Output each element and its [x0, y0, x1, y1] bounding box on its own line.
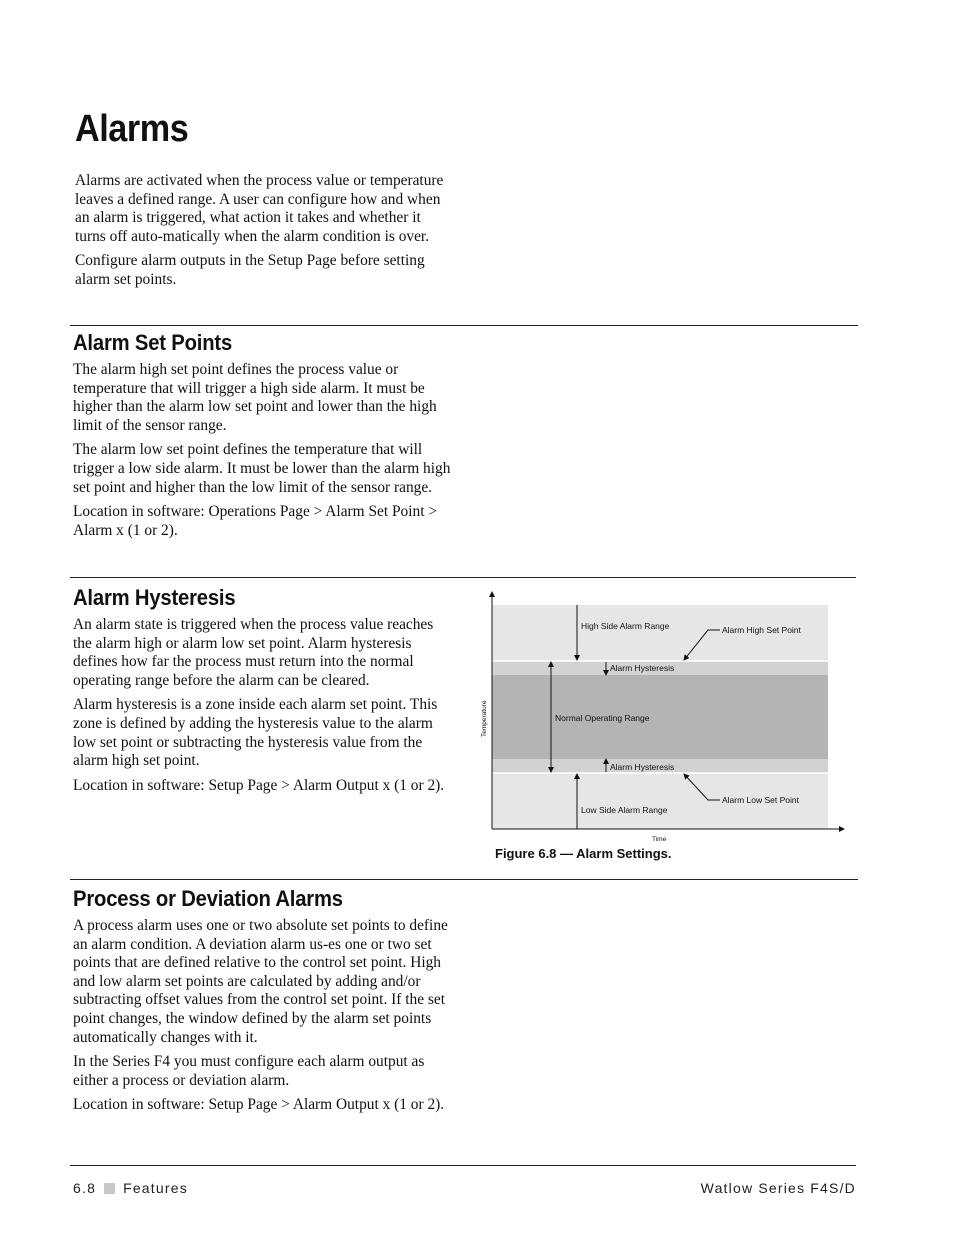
paragraph: Location in software: Operations Page > Alarm Set Point > Alarm x (1 or 2). — [73, 503, 438, 539]
intro-paragraph-1: Alarms are activated when the process value or temperature leaves a defined range. A user can configure how and when an alarm is triggered, what action it takes and whether it turns off auto-matically when the alarm condition is over. — [75, 172, 444, 245]
low-set-point-callout: Alarm Low Set Point — [722, 795, 800, 805]
footer-square-icon — [104, 1183, 115, 1194]
footer-section-name: Features — [123, 1180, 188, 1196]
section-body-alarm-hysteresis — [73, 616, 451, 801]
footer-left — [73, 1180, 188, 1196]
normal-operating-zone — [492, 675, 828, 759]
section-body-alarm-set-points — [73, 361, 453, 546]
paragraph: Location in software: Setup Page > Alarm Output x (1 or 2). — [73, 1096, 445, 1114]
y-axis-label: Temperature — [481, 700, 488, 737]
intro-text — [75, 172, 450, 296]
high-set-point-callout: Alarm High Set Point — [722, 625, 801, 635]
x-axis-label: Time — [652, 836, 667, 843]
high-side-range-label: High Side Alarm Range — [581, 621, 670, 631]
figure-caption: Figure 6.8 — Alarm Settings. — [495, 846, 672, 861]
intro-paragraph-2: Configure alarm outputs in the Setup Page before setting alarm set points. — [75, 252, 425, 288]
alarm-settings-figure — [476, 588, 848, 848]
paragraph: Location in software: Setup Page > Alarm Output x (1 or 2). — [73, 776, 445, 794]
alarm-settings-diagram — [476, 588, 848, 848]
paragraph: An alarm state is triggered when the process value reaches the alarm high or alarm low set point. Alarm hysteresis defines how far the process must return into the normal operating range before the alarm can be cleared. — [73, 616, 434, 689]
paragraph: The alarm low set point defines the temperature that will trigger a low side alarm. It must be lower than the alarm high set point and higher than the low limit of the sensor range. — [73, 441, 451, 496]
low-side-range-label: Low Side Alarm Range — [581, 805, 668, 815]
footer-page-number: 6.8 — [73, 1180, 97, 1196]
section-divider-2 — [70, 577, 856, 578]
paragraph: In the Series F4 you must configure each alarm output as either a process or deviation alarm. — [73, 1053, 425, 1089]
section-divider-1 — [70, 325, 858, 326]
section-heading-alarm-hysteresis: Alarm Hysteresis — [73, 585, 236, 610]
paragraph: A process alarm uses one or two absolute set points to define an alarm condition. A deviation alarm us-es one or two set points that are defined relative to the control set point. High and low alarm set points are calculated by adding and/or subtracting offset values from the control set point. If the set point changes, the window defined by the alarm set points automatically changes with it. — [73, 917, 448, 1046]
section-heading-alarm-set-points: Alarm Set Points — [73, 330, 233, 355]
hysteresis-bottom-label: Alarm Hysteresis — [610, 762, 675, 772]
footer-divider — [70, 1165, 856, 1166]
footer-product-name: Watlow Series F4S/D — [700, 1180, 856, 1196]
section-heading-process-deviation-alarms: Process or Deviation Alarms — [73, 886, 343, 911]
section-divider-3 — [70, 879, 858, 880]
normal-range-label: Normal Operating Range — [555, 713, 650, 723]
hysteresis-top-label: Alarm Hysteresis — [610, 663, 675, 673]
paragraph: Alarm hysteresis is a zone inside each alarm set point. This zone is defined by adding the hysteresis value to the alarm low set point or subtracting the hysteresis value from the alarm high set point. — [73, 696, 438, 770]
page-title: Alarms — [75, 108, 189, 150]
section-body-process-deviation-alarms — [73, 917, 453, 1121]
paragraph: The alarm high set point defines the process value or temperature that will trigger a high side alarm. It must be higher than the alarm low set point and lower than the high limit of the sensor range. — [73, 361, 437, 434]
